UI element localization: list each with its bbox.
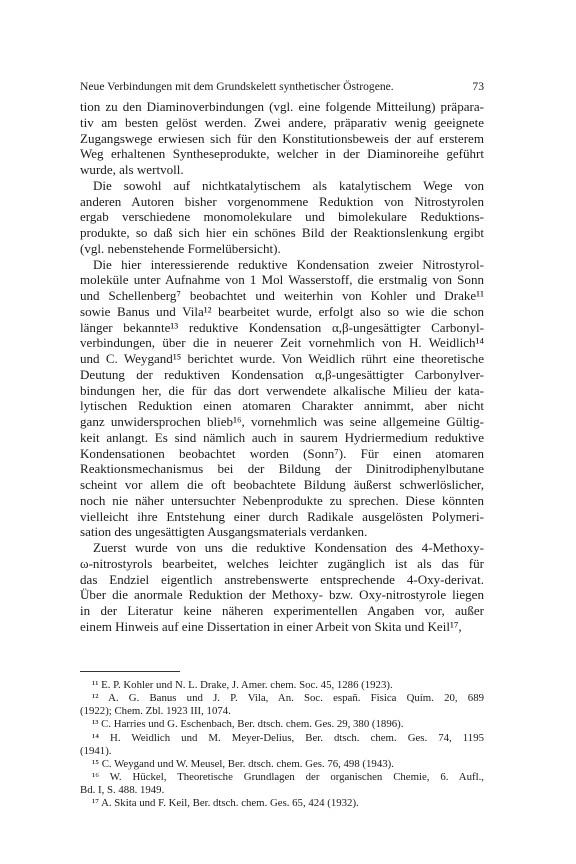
text-line: Deutung der reduktiven Kondensation α,β-ungesättigter Carbonylver- xyxy=(80,366,484,382)
footnotes xyxy=(80,679,484,810)
text-line: tiv am besten gelöst werden. Zwei andere, präparativ wenig geeignete xyxy=(80,114,484,130)
paragraph-start-line: Zuerst wurde von uns die reduktive Kondensation des 4-Methoxy- xyxy=(93,540,484,555)
text-line: ergab verschiedene monomolekulare und bimolekulare Reduktions- xyxy=(80,209,484,225)
footnote: ¹⁷ A. Skita und F. Keil, Ber. dtsch. chem. Ges. 65, 424 (1932). xyxy=(92,797,359,810)
text-line: Zugangswege erwiesen sich für den Konstitutionsbeweis der auf ersterem xyxy=(80,130,484,146)
text-line: scheint vor allem die oft beobachtete Bildung äußerst schwerlöslicher, xyxy=(80,477,484,492)
text-line: (vgl. nebenstehende Formelübersicht). xyxy=(80,240,281,256)
footnote-continuation: Bd. I, S. 488. 1949. xyxy=(80,784,165,797)
text-line: sation des ungesättigten Ausgangsmaterials verdanken. xyxy=(80,524,368,540)
text-line: länger bekannte¹³ reduktive Kondensation α,β-ungesättigter Carbonyl- xyxy=(80,319,484,335)
text-line: produkte, so daß sich hier ein schönes Bild der Reaktionslenkung ergibt xyxy=(80,225,484,240)
footnote: ¹⁵ C. Weygand und W. Meusel, Ber. dtsch. chem. Ges. 76, 498 (1943). xyxy=(92,757,394,770)
text-line: Weg erhaltenen Syntheseprodukte, welcher in der Diaminoreihe geführt xyxy=(80,146,484,162)
text-line: anderen Autoren bisher vorgenommene Reduktion von Nitrostyrolen xyxy=(80,193,484,209)
text-line: ω-nitrostyrols bearbeitet, welches leichter zugänglich ist als das für xyxy=(80,555,484,571)
paragraph-start-line: Die hier interessierende reduktive Kondensation zweier Nitrostyrol- xyxy=(93,256,484,272)
text-line: und Schellenberg⁷ beobachtet und weiterhin von Kohler und Drake¹¹ xyxy=(80,288,484,303)
body-text xyxy=(80,99,484,635)
text-line: Über die anormale Reduktion der Methoxy- bzw. Oxy-nitrostyrole liegen xyxy=(80,587,484,603)
text-line: vielleicht ihre Entstehung einer durch Radikale ausgelösten Polymeri- xyxy=(80,508,484,524)
text-line: wurde, als wertvoll. xyxy=(80,162,184,177)
footnote: ¹⁶ W. Hückel, Theoretische Grundlagen der organischen Chemie, 6. Aufl., xyxy=(92,770,484,783)
text-line: verbindungen, über die in neuerer Zeit vornehmlich von H. Weidlich¹⁴ xyxy=(80,335,484,351)
text-line: einem Hinweis auf eine Dissertation in einer Arbeit von Skita und Keil¹⁷, xyxy=(80,618,462,634)
footnote: ¹¹ E. P. Kohler und N. L. Drake, J. Amer. chem. Soc. 45, 1286 (1923). xyxy=(92,679,393,691)
text-line: ganz unwidersprochen blieb¹⁶, vornehmlich was seine allgemeine Gültig- xyxy=(80,414,484,429)
text-line: lytischen Reduktion einen atomaren Charakter annimmt, aber nicht xyxy=(80,398,484,414)
text-line: in der Literatur keine näheren experimentellen Angaben vor, außer xyxy=(80,603,484,618)
running-title: Neue Verbindungen mit dem Grundskelett synthetischer Östrogene. xyxy=(80,80,394,93)
footnote: ¹² A. G. Banus und J. P. Vila, An. Soc. españ. Fisica Quím. 20, 689 xyxy=(92,692,484,705)
text-line: moleküle unter Aufnahme von 1 Mol Wasserstoff, die erstmalig von Sonn xyxy=(80,272,484,288)
text-line: tion zu den Diaminoverbindungen (vgl. eine folgende Mitteilung) präpara- xyxy=(80,99,484,114)
footnote-continuation: (1922); Chem. Zbl. 1923 III, 1074. xyxy=(80,705,231,718)
text-line: und C. Weygand¹⁵ berichtet wurde. Von Weidlich rührt eine theoretische xyxy=(80,351,484,366)
paragraph-start-line: Die sowohl auf nichtkatalytischem als katalytischem Wege von xyxy=(93,177,484,193)
text-line: keit anlangt. Es sind nämlich auch in saurem Hydriermedium reduktive xyxy=(80,429,484,445)
footnote: ¹⁴ H. Weidlich und M. Meyer-Delius, Ber. dtsch. chem. Ges. 74, 1195 xyxy=(92,731,484,744)
footnote: ¹³ C. Harries und G. Eschenbach, Ber. dtsch. chem. Ges. 29, 380 (1896). xyxy=(92,718,404,731)
text-line: Kondensationen beobachtet worden (Sonn⁷). Für einen atomaren xyxy=(80,445,484,461)
text-line: das Endziel eigentlich anstrebenswerte entsprechende 4-Oxy-derivat. xyxy=(80,571,484,587)
footnote-continuation: (1941). xyxy=(80,744,112,757)
text-line: Reaktionsmechanismus bei der Bildung der Dinitrodiphenylbutane xyxy=(80,461,484,477)
page-number: 73 xyxy=(472,80,484,93)
text-line: bindungen her, die für das dort verwendete alkalische Milieu der kata- xyxy=(80,382,484,398)
footnote-divider xyxy=(80,671,180,672)
text-line: noch nie näher untersuchter Nebenprodukte zu sprechen. Diese könnten xyxy=(80,492,484,508)
text-line: sowie Banus und Vila¹² bearbeitet wurde, erfolgt also so wie die schon xyxy=(80,303,484,319)
